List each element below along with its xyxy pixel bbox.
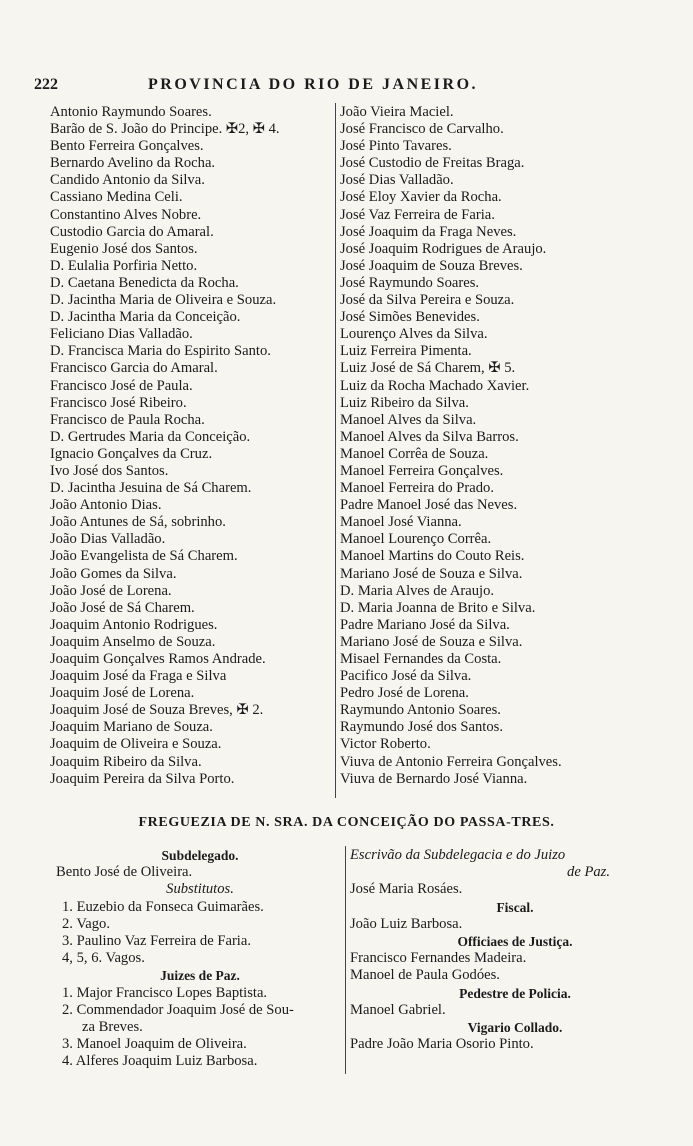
name-entry: João Evangelista de Sá Charem. bbox=[50, 548, 238, 565]
name-entry: Mariano José de Souza e Silva. bbox=[340, 633, 523, 650]
juiz-entry: 4. Alferes Joaquim Luiz Barbosa. bbox=[62, 1053, 258, 1070]
name-entry: Feliciano Dias Valladão. bbox=[50, 326, 193, 343]
name-entry: Joaquim José de Souza Breves, ✠ 2. bbox=[50, 702, 264, 719]
juizes-heading: Juizes de Paz. bbox=[160, 968, 240, 984]
name-entry: José Joaquim da Fraga Neves. bbox=[340, 223, 517, 240]
name-entry: Padre Manoel José das Neves. bbox=[340, 497, 518, 514]
names-column-right bbox=[340, 104, 670, 788]
page-number: 222 bbox=[34, 76, 58, 93]
fiscal-name: João Luiz Barbosa. bbox=[350, 915, 463, 932]
name-entry: João Vieira Maciel. bbox=[340, 104, 454, 120]
official-entry: Francisco Fernandes Madeira. bbox=[350, 950, 527, 967]
officiaes-heading: Officiaes de Justiça. bbox=[457, 933, 573, 949]
name-entry: D. Jacintha Maria de Oliveira e Souza. bbox=[50, 292, 277, 309]
name-entry: José Joaquim Rodrigues de Araujo. bbox=[340, 240, 547, 257]
name-entry: Joaquim Pereira da Silva Porto. bbox=[50, 770, 235, 787]
name-entry: Ivo José dos Santos. bbox=[50, 462, 169, 479]
name-entry: Viuva de Antonio Ferreira Gonçalves. bbox=[340, 753, 562, 770]
suplentes-heading: Substitutos. bbox=[166, 881, 234, 898]
juiz-entry: 3. Manoel Joaquim de Oliveira. bbox=[62, 1036, 247, 1053]
name-entry: José Simões Benevides. bbox=[340, 309, 480, 326]
name-entry: Constantino Alves Nobre. bbox=[50, 206, 202, 223]
name-entry: D. Caetana Benedicta da Rocha. bbox=[50, 274, 239, 291]
name-entry: João Antonio Dias. bbox=[50, 497, 162, 514]
name-entry: Joaquim Ribeiro da Silva. bbox=[50, 753, 202, 770]
name-entry: D. Maria Joanna de Brito e Silva. bbox=[340, 599, 536, 616]
names-column-left bbox=[50, 104, 335, 788]
name-entry: D. Francisca Maria do Espirito Santo. bbox=[50, 343, 271, 360]
name-entry: José Dias Valladão. bbox=[340, 172, 454, 189]
suplente-entry: 1. Euzebio da Fonseca Guimarães. bbox=[62, 898, 264, 915]
name-entry: D. Eulalia Porfiria Netto. bbox=[50, 257, 198, 274]
suplente-entry: 4, 5, 6. Vagos. bbox=[62, 950, 145, 967]
name-entry: Pacifico José da Silva. bbox=[340, 668, 472, 685]
escrivao-heading: Escrivão da Subdelegacia e do Juizo bbox=[350, 847, 566, 863]
officials-column-right bbox=[350, 847, 680, 1053]
name-entry: João Dias Valladão. bbox=[50, 531, 166, 548]
name-entry: José Pinto Tavares. bbox=[340, 138, 452, 155]
escrivao-name: José Maria Rosáes. bbox=[350, 881, 463, 898]
name-entry: Joaquim Gonçalves Ramos Andrade. bbox=[50, 651, 266, 667]
name-entry: Victor Roberto. bbox=[340, 736, 431, 753]
column-divider bbox=[335, 103, 336, 798]
name-entry: Luiz Ferreira Pimenta. bbox=[340, 343, 472, 360]
name-entry: Cassiano Medina Celi. bbox=[50, 189, 183, 206]
name-entry: Manoel Martins do Couto Reis. bbox=[340, 548, 525, 565]
name-entry: Padre Mariano José da Silva. bbox=[340, 616, 510, 633]
name-entry: José Francisco de Carvalho. bbox=[340, 121, 504, 138]
name-entry: Francisco José de Paula. bbox=[50, 377, 193, 394]
name-entry: Raymundo José dos Santos. bbox=[340, 719, 503, 736]
name-entry: Manoel Ferreira do Prado. bbox=[340, 480, 494, 497]
name-entry: D. Jacintha Maria da Conceição. bbox=[50, 309, 241, 326]
name-entry: Raymundo Antonio Soares. bbox=[340, 702, 501, 719]
name-entry: Viuva de Bernardo José Vianna. bbox=[340, 770, 528, 787]
name-entry: José da Silva Pereira e Souza. bbox=[340, 292, 515, 309]
name-entry: Luiz da Rocha Machado Xavier. bbox=[340, 377, 530, 394]
name-entry: Bernardo Avelino da Rocha. bbox=[50, 155, 216, 172]
name-entry: Mariano José de Souza e Silva. bbox=[340, 565, 523, 582]
name-entry: Luiz José de Sá Charem, ✠ 5. bbox=[340, 360, 516, 377]
name-entry: Joaquim Antonio Rodrigues. bbox=[50, 616, 218, 633]
name-entry: Custodio Garcia do Amaral. bbox=[50, 223, 214, 240]
column-divider bbox=[345, 846, 346, 1074]
name-entry: João José de Sá Charem. bbox=[50, 599, 195, 616]
name-entry: Pedro José de Lorena. bbox=[340, 685, 469, 702]
name-entry: Antonio Raymundo Soares. bbox=[50, 104, 212, 120]
name-entry: João Gomes da Silva. bbox=[50, 565, 177, 582]
name-entry: João Antunes de Sá, sobrinho. bbox=[50, 514, 226, 531]
name-entry: Manoel Lourenço Corrêa. bbox=[340, 531, 492, 548]
name-entry: Joaquim Mariano de Souza. bbox=[50, 719, 213, 736]
name-entry: D. Jacintha Jesuina de Sá Charem. bbox=[50, 480, 252, 497]
page-header bbox=[28, 76, 668, 100]
name-entry: Joaquim José da Fraga e Silva bbox=[50, 668, 227, 685]
name-entry: Bento Ferreira Gonçalves. bbox=[50, 138, 204, 155]
name-entry: Barão de S. João do Principe. ✠2, ✠ 4. bbox=[50, 121, 280, 138]
name-entry: Francisco Garcia do Amaral. bbox=[50, 360, 218, 377]
name-entry: D. Gertrudes Maria da Conceição. bbox=[50, 428, 251, 445]
name-entry: Joaquim de Oliveira e Souza. bbox=[50, 736, 222, 753]
running-title: PROVINCIA DO RIO DE JANEIRO. bbox=[148, 76, 479, 93]
name-entry: Joaquim José de Lorena. bbox=[50, 685, 195, 702]
name-entry: Luiz Ribeiro da Silva. bbox=[340, 394, 469, 411]
juiz-entry: 2. Commendador Joaquim José de Sou- bbox=[62, 1001, 294, 1018]
name-entry: Francisco José Ribeiro. bbox=[50, 394, 187, 411]
pedestre-heading: Pedestre de Policia. bbox=[459, 985, 571, 1001]
juiz-entry-continuation: za Breves. bbox=[82, 1018, 143, 1035]
name-entry: Manoel José Vianna. bbox=[340, 514, 462, 531]
name-entry: Francisco de Paula Rocha. bbox=[50, 411, 205, 428]
fiscal-heading: Fiscal. bbox=[496, 899, 534, 915]
subdelegado-name: Bento José de Oliveira. bbox=[56, 864, 193, 881]
name-entry: José Joaquim de Souza Breves. bbox=[340, 257, 523, 274]
name-entry: Candido Antonio da Silva. bbox=[50, 172, 205, 189]
name-entry: José Eloy Xavier da Rocha. bbox=[340, 189, 502, 206]
subdelegado-heading: Subdelegado. bbox=[161, 848, 239, 863]
name-entry: José Raymundo Soares. bbox=[340, 274, 480, 291]
vigario-heading: Vigario Collado. bbox=[467, 1019, 563, 1035]
parish-section-title: FREGUEZIA DE N. SRA. DA CONCEIÇÃO DO PASSA-TRES. bbox=[138, 815, 555, 830]
name-entry: João José de Lorena. bbox=[50, 582, 172, 599]
escrivao-heading-continuation: de Paz. bbox=[567, 864, 610, 881]
name-entry: Joaquim Anselmo de Souza. bbox=[50, 633, 216, 650]
name-entry: Manoel Ferreira Gonçalves. bbox=[340, 462, 504, 479]
name-entry: Ignacio Gonçalves da Cruz. bbox=[50, 445, 213, 462]
suplente-entry: 2. Vago. bbox=[62, 915, 110, 932]
suplente-entry: 3. Paulino Vaz Ferreira de Faria. bbox=[62, 932, 251, 949]
name-entry: Lourenço Alves da Silva. bbox=[340, 326, 488, 343]
name-entry: D. Maria Alves de Araujo. bbox=[340, 582, 495, 599]
vigario-name: Padre João Maria Osorio Pinto. bbox=[350, 1036, 534, 1053]
official-entry: Manoel de Paula Godóes. bbox=[350, 967, 500, 984]
name-entry: Eugenio José dos Santos. bbox=[50, 240, 198, 257]
juiz-entry: 1. Major Francisco Lopes Baptista. bbox=[62, 984, 268, 1001]
name-entry: José Vaz Ferreira de Faria. bbox=[340, 206, 495, 223]
name-entry: Manoel Alves da Silva. bbox=[340, 411, 477, 428]
officials-column-left bbox=[56, 847, 344, 1070]
pedestre-name: Manoel Gabriel. bbox=[350, 1001, 446, 1018]
name-entry: Misael Fernandes da Costa. bbox=[340, 651, 502, 667]
name-entry: Manoel Alves da Silva Barros. bbox=[340, 428, 519, 445]
name-entry: Manoel Corrêa de Souza. bbox=[340, 445, 489, 462]
name-entry: José Custodio de Freitas Braga. bbox=[340, 155, 525, 172]
